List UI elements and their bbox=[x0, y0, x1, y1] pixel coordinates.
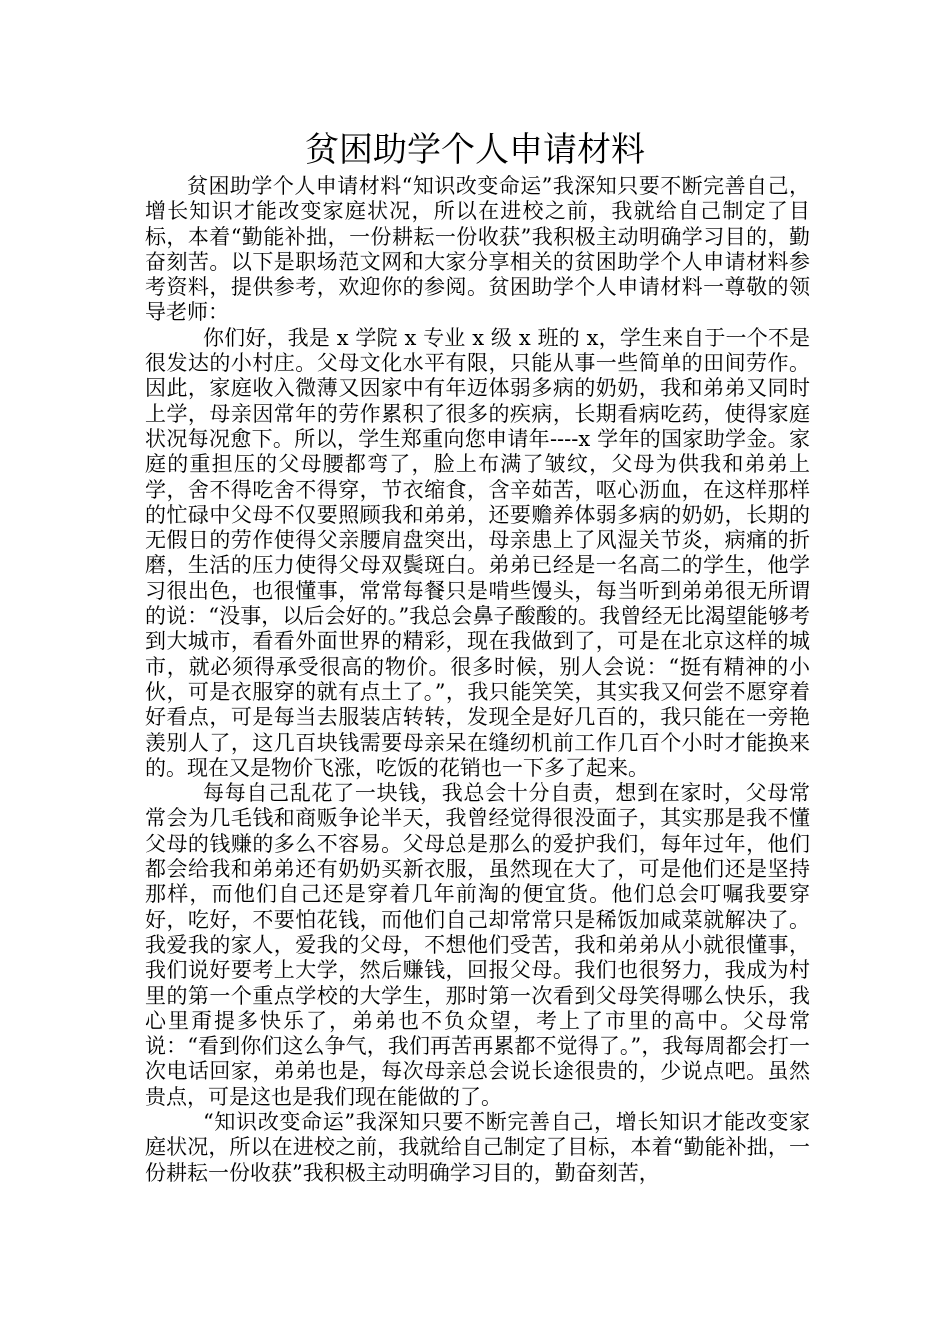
paragraph-intro: 贫困助学个人申请材料“知识改变命运”我深知只要不断完善自己，增长知识才能改变家庭状况，所以在进校之前，我就给自己制定了目标，本着“勤能补拙，一份耕耘一份收获”我积极主动明确学习目的，勤奋刻苦。以下是职场范文网和大家分享相关的贫困助学个人申请材料参考资料，提供参考，欢迎你的参阅。贫困助学个人申请材料一尊敬的领导老师： bbox=[145, 174, 810, 325]
document-body bbox=[145, 174, 810, 1186]
paragraph-parents-care: 每每自己乱花了一块钱，我总会十分自责，想到在家时，父母常常会为几毛钱和商贩争论半天，我曾经觉得很没面子，其实那是我不懂父母的钱赚的多么不容易。父母总是那么的爱护我们，每年过年，他们都会给我和弟弟还有奶奶买新衣服，虽然现在大了，可是他们还是坚持那样，而他们自己还是穿着几年前淘的便宜货。他们总会叮嘱我要穿好，吃好，不要怕花钱，而他们自己却常常只是稀饭加咸菜就解决了。我爱我的家人，爱我的父母，不想他们受苦，我和弟弟从小就很懂事，我们说好要考上大学，然后赚钱，回报父母。我们也很努力，我成为村里的第一个重点学校的大学生，那时第一次看到父母笑得哪么快乐，我心里甭提多快乐了，弟弟也不负众望，考上了市里的高中。父母常说：“看到你们这么争气，我们再苦再累都不觉得了。”，我每周都会打一次电话回家，弟弟也是，每次母亲总会说长途很贵的，少说点吧。虽然贵点，可是这也是我们现在能做的了。 bbox=[145, 781, 810, 1109]
paragraph-family-situation: 你们好，我是 x 学院 x 专业 x 级 x 班的 x，学生来自于一个不是很发达的小村庄。父母文化水平有限，只能从事一些简单的田间劳作。因此，家庭收入微薄又因家中有年迈体弱多病的奶奶，我和弟弟又同时上学，母亲因常年的劳作累积了很多的疾病，长期看病吃药，使得家庭状况每况愈下。所以，学生郑重向您申请年----x 学年的国家助学金。家庭的重担压的父母腰都弯了，脸上布满了皱纹，父母为供我和弟弟上学，舍不得吃舍不得穿，节衣缩食，含辛茹苦，呕心沥血，在这样那样的忙碌中父母不仅要照顾我和弟弟，还要赡养体弱多病的奶奶，长期的无假日的劳作使得父亲腰肩盘突出，母亲患上了风湿关节炎，病痛的折磨，生活的压力使得父母双鬓斑白。弟弟已经是一名高二的学生，他学习很出色，也很懂事，常常每餐只是啃些馒头，每当听到弟弟很无所谓的说：“没事，以后会好的。”我总会鼻子酸酸的。我曾经无比渴望能够考到大城市，看看外面世界的精彩，现在我做到了，可是在北京这样的城市，就必须得承受很高的物价。很多时候，别人会说：“挺有精神的小伙，可是衣服穿的就有点土了。”，我只能笑笑，其实我又何尝不愿穿着好看点，可是每当去服装店转转，发现全是好几百的，我只能在一旁艳羡别人了，这几百块钱需要母亲呆在缝纫机前工作几百个小时才能换来的。现在又是物价飞涨，吃饭的花销也一下多了起来。 bbox=[145, 325, 810, 780]
document-title: 贫困助学个人申请材料 bbox=[305, 130, 645, 170]
paragraph-knowledge-destiny: “知识改变命运”我深知只要不断完善自己，增长知识才能改变家庭状况，所以在进校之前，我就给自己制定了目标，本着“勤能补拙，一份耕耘一份收获”我积极主动明确学习目的，勤奋刻苦， bbox=[145, 1109, 810, 1185]
